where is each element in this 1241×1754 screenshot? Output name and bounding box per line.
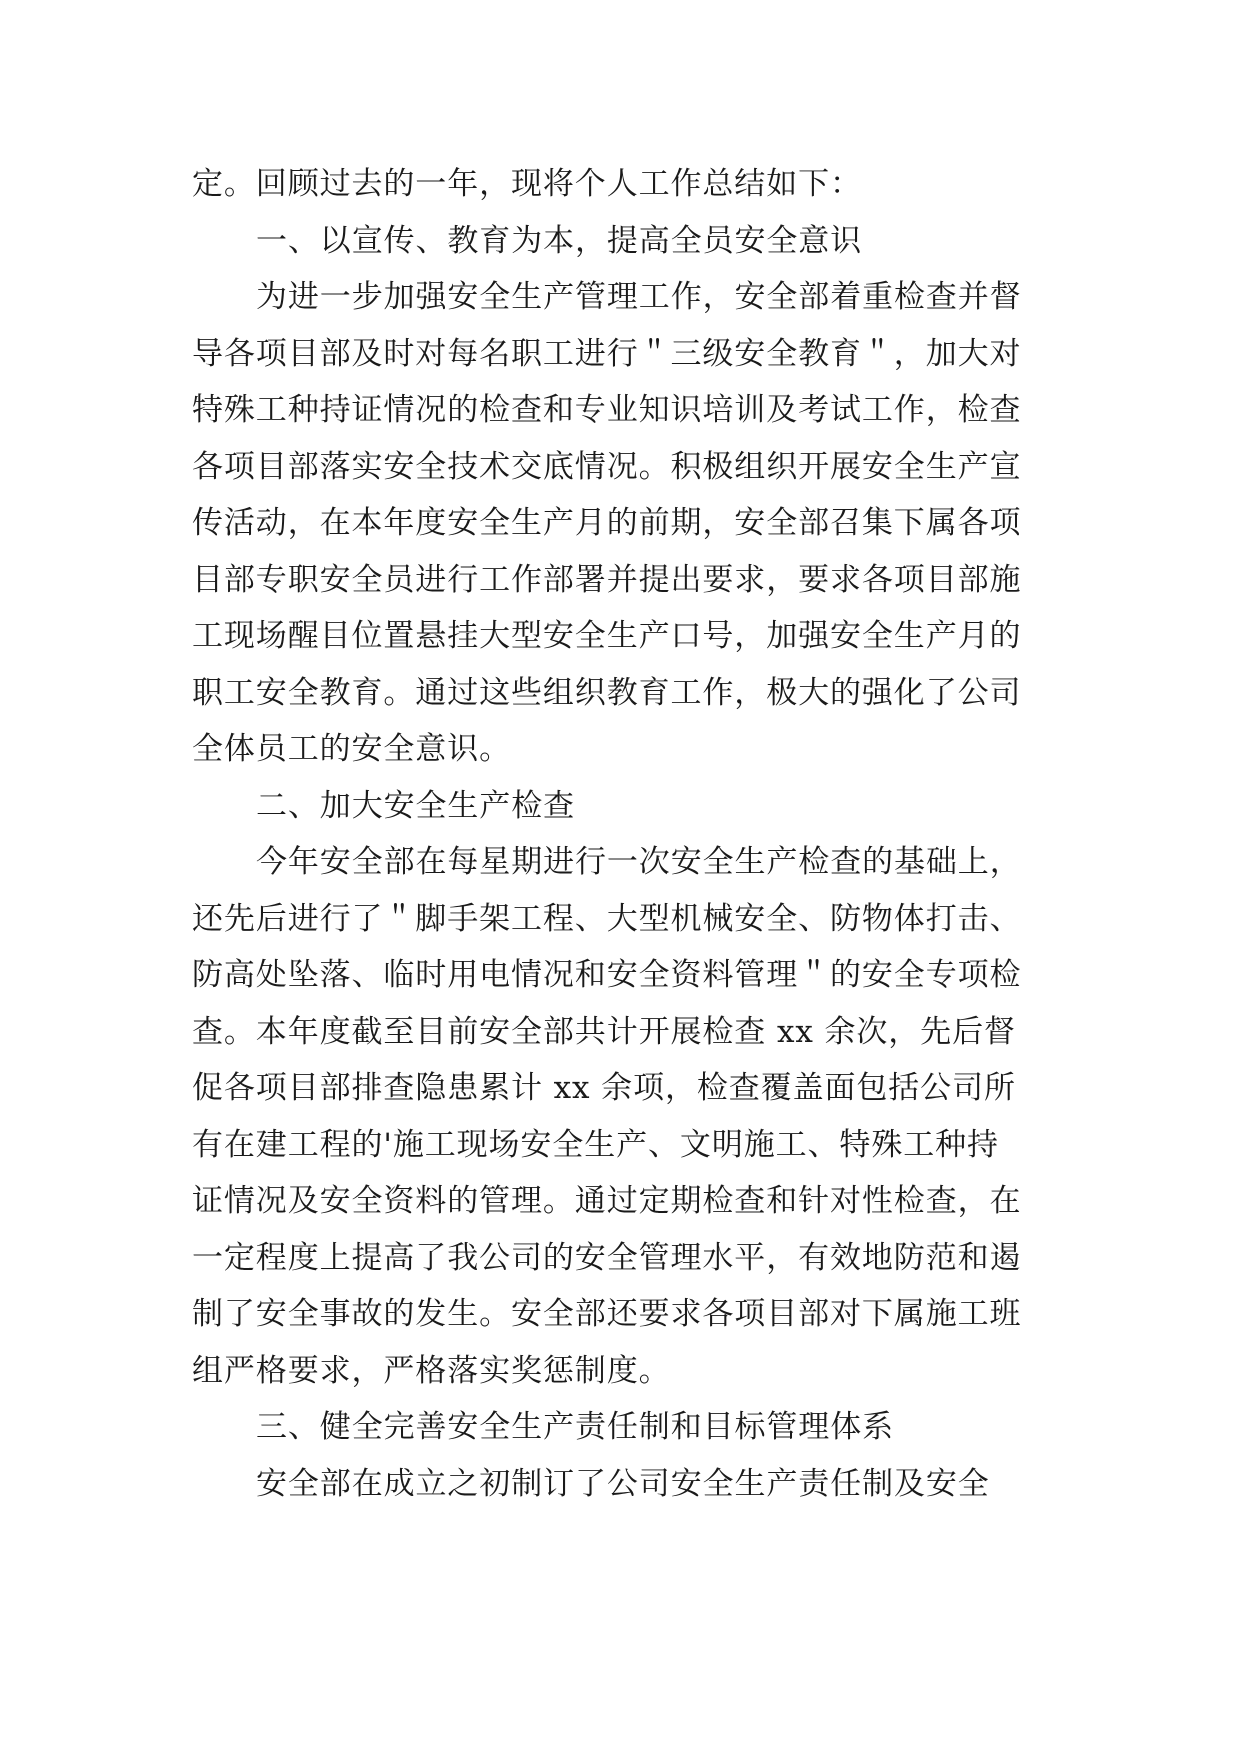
text-line: 证情况及安全资料的管理。通过定期检查和针对性检查，在 (192, 1183, 1022, 1219)
text-line: 全体员工的安全意识。 (192, 731, 511, 767)
text-line: 防高处坠落、临时用电情况和安全资料管理＂的安全专项检 (192, 957, 1022, 993)
text-line: 导各项目部及时对每名职工进行＂三级安全教育＂，加大对 (192, 335, 1022, 372)
text-line: 各项目部落实安全技术交底情况。积极组织开展安全生产宣 (192, 448, 1022, 485)
text-line: 职工安全教育。通过这些组织教育工作，极大的强化了公司 (192, 674, 1022, 711)
text-line: 工现场醒目位置悬挂大型安全生产口号，加强安全生产月的 (192, 618, 1022, 654)
text-line: 制了安全事故的发生。安全部还要求各项目部对下属施工班 (192, 1296, 1022, 1332)
text-line: 组严格要求，严格落实奖惩制度。 (192, 1352, 671, 1389)
text-line: 一定程度上提高了我公司的安全管理水平，有效地防范和遏 (192, 1239, 1022, 1276)
paragraph-start-line: 二、加大安全生产检查 (256, 787, 575, 824)
text-line: 特殊工种持证情况的检查和专业知识培训及考试工作，检查 (192, 392, 1022, 428)
text-line: 促各项目部排查隐患累计 xx 余项，检查覆盖面包括公司所 (192, 1070, 1016, 1106)
text-line: 有在建工程的'施工现场安全生产、文明施工、特殊工种持 (192, 1126, 999, 1163)
paragraph-start-line: 一、以宣传、教育为本，提高全员安全意识 (256, 222, 863, 259)
text-line: 查。本年度截至目前安全部共计开展检查 xx 余次，先后督 (192, 1013, 1016, 1050)
text-line: 定。回顾过去的一年，现将个人工作总结如下： (192, 166, 862, 202)
document-body (192, 156, 1072, 1512)
text-line: 还先后进行了＂脚手架工程、大型机械安全、防物体打击、 (192, 900, 1022, 937)
text-line: 目部专职安全员进行工作部署并提出要求，要求各项目部施 (192, 561, 1022, 598)
paragraph-start-line: 三、健全完善安全生产责任制和目标管理体系 (256, 1409, 894, 1445)
paragraph-start-line: 今年安全部在每星期进行一次安全生产检查的基础上， (256, 844, 1022, 880)
paragraph-start-line: 安全部在成立之初制订了公司安全生产责任制及安全 (256, 1465, 990, 1502)
paragraph-start-line: 为进一步加强安全生产管理工作，安全部着重检查并督 (256, 279, 1022, 315)
text-line: 传活动，在本年度安全生产月的前期，安全部召集下属各项 (192, 505, 1022, 541)
